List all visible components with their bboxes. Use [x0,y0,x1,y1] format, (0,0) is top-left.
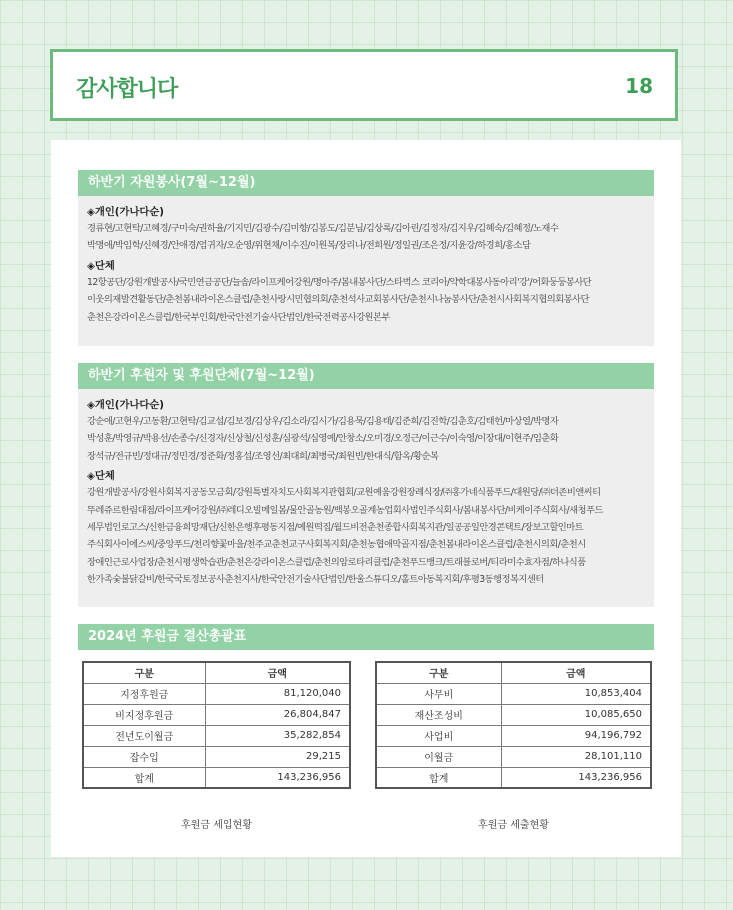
column-header: 금액 [501,662,651,683]
group-line: 강원개발공사/강원사회복지공동모금회/강원특별자치도사회복지관협회/교원예움강원장례식장/㈜홍가네식품푸드/대원당/㈜더존비앤씨티 [87,487,601,499]
category-cell: 재산조성비 [376,704,501,725]
name-line: 박성훈/박영규/박용선/손종수/신경자/신상철/신성훈/심광석/심영예/안창소/오미경/오정근/이근수/이숙영/이장대/이현주/임춘화 [87,433,559,445]
table-row [376,725,651,746]
amount-cell: 143,236,956 [501,767,651,788]
group-line: 주식회사이에스씨/중앙푸드/천리향꽃마을/천주교춘천교구사회복지회/춘천농협애막골지점/춘천봄내라이온스클럽/춘천시의회/춘천시 [87,539,586,551]
category-cell: 비지정후원금 [83,704,205,725]
income-table [82,661,351,789]
volunteer-individual-label: ◈개인(가나다순) [87,206,165,218]
table-row-total [83,767,350,788]
finance-title: 2024년 후원금 결산총괄표 [78,624,654,650]
group-line: 12항공단/강원개발공사/국민연금공단/늘솜/라이프케어강원/명아주/봄내봉사단/스타벅스 코리아/약학대봉사동아리'강'/어화둥둥봉사단 [87,276,592,288]
category-cell: 이월금 [376,746,501,767]
donor-title: 하반기 후원자 및 후원단체(7월~12월) [78,363,654,389]
group-line: 장애인근로사업장/춘천시평생학습관/춘천은강라이온스클럽/춘천의암로타리클럽/춘천푸드뱅크/트래블로버/티라미수효자점/하나식품 [87,556,586,568]
group-line: 이웃의재발견활동단/춘천봄내라이온스클럽/춘천사랑시민협의회/춘천석사교회봉사단/춘천시나눔봉사단/춘천시사회복지협의회봉사단 [87,294,589,306]
amount-cell: 143,236,956 [205,767,350,788]
group-line: 춘천은강라이온스클럽/한국부인회/한국안전기술사단법인/한국전력공사강원본부 [87,311,390,323]
amount-cell: 26,804,847 [205,704,350,725]
amount-cell: 81,120,040 [205,683,350,704]
category-cell: 전년도이월금 [83,725,205,746]
donor-individual-label: ◈개인(가나다순) [87,399,165,411]
table-header-row [83,662,350,683]
page-header [50,49,678,121]
amount-cell: 28,101,110 [501,746,651,767]
name-line: 강순애/고현우/고동환/고현탁/김교섭/김보경/김상우/김소라/김시가/김용묵/김용태/김준희/김진학/김춘호/김태헌/마상열/박명자 [87,416,559,427]
table-row [83,683,350,704]
amount-cell: 94,196,792 [501,725,651,746]
category-cell: 사무비 [376,683,501,704]
column-header: 금액 [205,662,350,683]
expense-table [375,661,652,789]
amount-cell: 29,215 [205,746,350,767]
category-cell: 잡수입 [83,746,205,767]
volunteer-group-label: ◈단체 [87,259,115,272]
table-row [376,746,651,767]
page-number: 18 [625,74,653,98]
name-line: 박명애/박임학/신혜경/안애경/엄귀자/오순영/위현채/이수진/이원복/장리나/전희원/정일권/조은정/지윤강/하경희/홍소담 [87,240,531,252]
donor-section [78,363,654,607]
amount-cell: 10,853,404 [501,683,651,704]
content-card [51,140,681,857]
name-line: 경류현/고현탁/고혜경/구미숙/권하율/기지민/김광수/김미향/김봉도/김분님/김상록/김아린/김정자/김지우/김혜숙/김혜정/노재수 [87,223,559,234]
volunteer-title: 하반기 자원봉사(7월~12월) [78,170,654,196]
donor-box [78,389,654,607]
table-row [376,704,651,725]
column-header: 구분 [83,662,205,683]
group-line: 뚜레쥬르한림대점/라이프케어강원/㈜레디오빌메일봄/물안골농원/백봉오골계농업회사법인주식회사/봄내봉사단/비케이주식회사/새청푸드 [87,504,603,516]
amount-cell: 35,282,854 [205,725,350,746]
income-caption: 후원금 세입현황 [181,820,252,831]
category-cell: 합계 [376,767,501,788]
finance-section [78,624,654,650]
amount-cell: 10,085,650 [501,704,651,725]
table-row [83,725,350,746]
table-row [83,746,350,767]
table-row-total [376,767,651,788]
volunteer-box [78,196,654,346]
expense-caption: 후원금 세출현황 [478,820,549,831]
group-line: 세무법인로고스/신한금융희망재단/신한은행후평동지점/예원떡집/월드비전춘천종합사회복지관/일공공일안경콘택트/장보고할인마트 [87,522,584,534]
table-header-row [376,662,651,683]
category-cell: 사업비 [376,725,501,746]
category-cell: 지정후원금 [83,683,205,704]
name-line: 장석규/전규빈/정대규/정민경/정준화/정홍섭/조영선/최대희/최병국/최원빈/한대식/함옥/황순복 [87,450,439,462]
column-header: 구분 [376,662,501,683]
table-row [376,683,651,704]
volunteer-section [78,170,654,346]
table-row [83,704,350,725]
page-title: 감사합니다 [76,77,178,102]
category-cell: 합계 [83,767,205,788]
donor-group-label: ◈단체 [87,470,115,483]
group-line: 한가족숯불닭갈비/한국국토정보공사춘천지사/한국안전기술사단법인/한울스튜디오/홀트아동복지회/후평3동행정복지센터 [87,574,544,586]
